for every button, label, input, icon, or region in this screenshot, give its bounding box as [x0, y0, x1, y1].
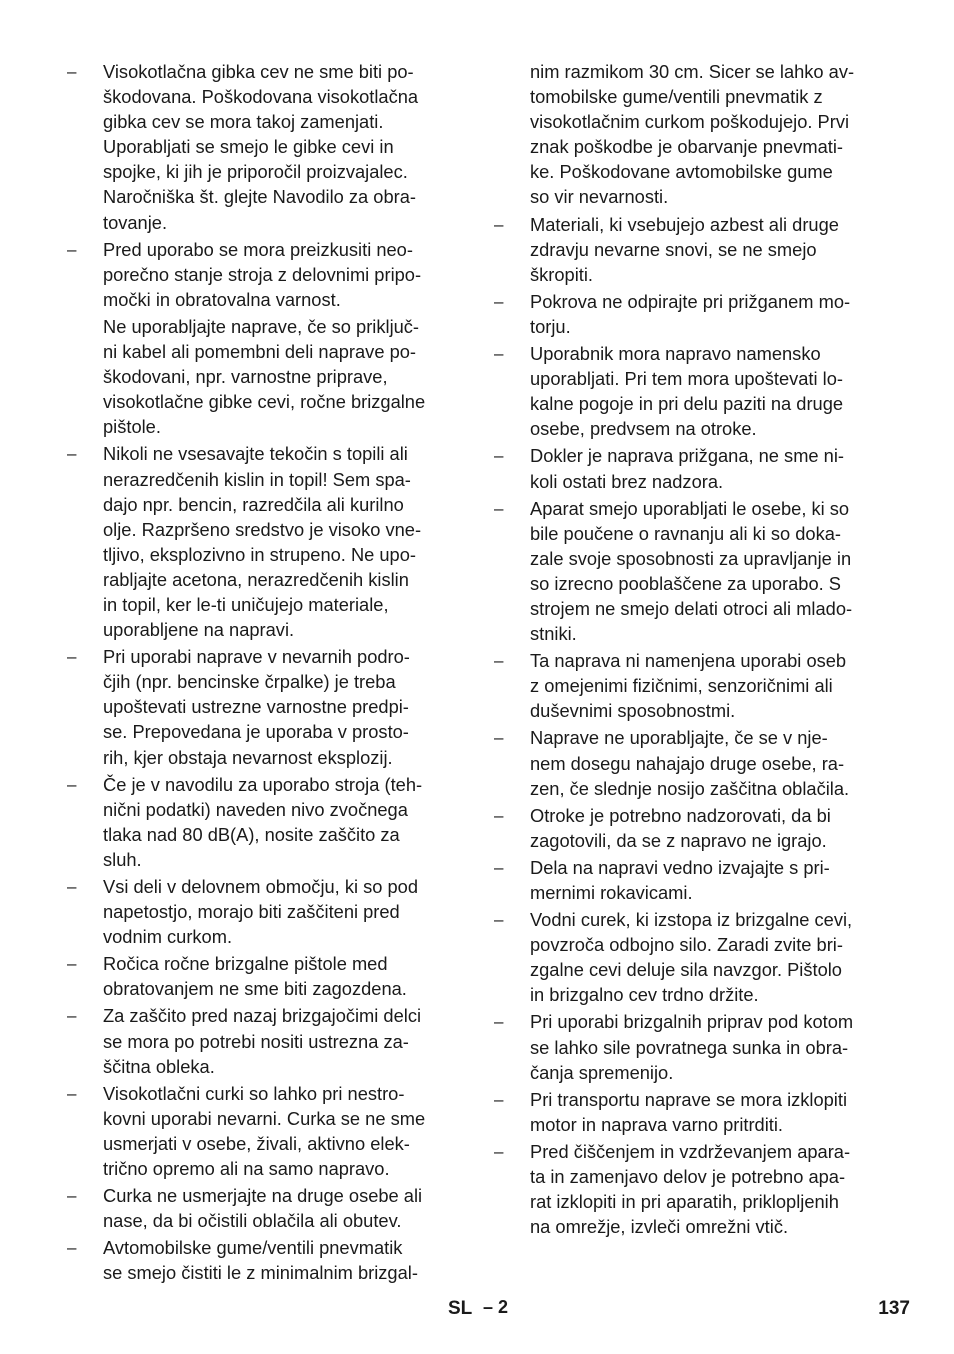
text-line: tomobilske gume/ventili pnevmatik z [530, 86, 823, 108]
paragraph [103, 951, 462, 1001]
list-item [67, 1081, 462, 1181]
dash-bullet: – [67, 1186, 77, 1206]
paragraph [530, 1087, 889, 1137]
paragraph [530, 341, 889, 441]
dash-bullet: – [67, 774, 77, 794]
text-line: zagotovili, da se z napravo ne igrajo. [530, 829, 827, 851]
text-line: čjih (npr. bencinske črpalke) je treba [103, 671, 396, 693]
text-line: se lahko sile povratnega sunka in obra- [530, 1036, 849, 1058]
text-line: Naročniška št. glejte Navodilo za obra- [103, 186, 416, 208]
text-line: dajo npr. bencin, razredčila ali kurilno [103, 493, 404, 515]
dash-bullet: – [494, 214, 504, 234]
text-line: Ta naprava ni namenjena uporabi oseb [530, 650, 847, 672]
text-line: Vodni curek, ki izstopa iz brizgalne cevi, [530, 909, 853, 931]
text-line: Naprave ne uporabljajte, če se v nje- [530, 727, 828, 749]
list-item [67, 644, 462, 769]
dash-bullet: – [67, 877, 77, 896]
list-item [494, 212, 889, 287]
paragraph [103, 237, 462, 312]
text-line: koli ostati brez nadzora. [530, 470, 724, 492]
list-item [494, 855, 889, 905]
text-line: Ročica ročne brizgalne pištole med [103, 953, 388, 975]
text-line: rih, kjer obstaja nevarnost eksplozij. [103, 746, 393, 768]
dash-bullet: – [494, 728, 504, 748]
dash-bullet: – [494, 910, 504, 930]
text-line: Avtomobilske gume/ventili pnevmatik [103, 1237, 403, 1259]
paragraph [103, 59, 462, 235]
text-line: nerazredčenih kislin in topil! Sem spa- [103, 468, 411, 490]
text-line: visokotlačne gibke cevi, ročne brizgalne [103, 391, 426, 413]
list-item [494, 907, 889, 1007]
list-item [67, 1003, 462, 1078]
text-line: rabljajte acetona, nerazredčenih kislin [103, 568, 409, 590]
list-item [494, 648, 889, 723]
text-line: Dela na napravi vedno izvajajte s pri- [530, 856, 830, 878]
text-line: rat izklopiti in pri aparatih, priklopljenih [530, 1191, 839, 1213]
text-line: Pred čiščenjem in vzdrževanjem apara- [530, 1140, 851, 1162]
paragraph [530, 59, 889, 210]
dash-bullet: – [494, 498, 504, 518]
text-line: ščitna obleka. [103, 1055, 215, 1077]
paragraph [530, 289, 889, 339]
text-line: čanja spremenijo. [530, 1061, 674, 1083]
paragraph [103, 772, 462, 872]
right-column [494, 59, 889, 1241]
paragraph [103, 441, 462, 642]
text-line: trično opremo ali na samo napravo. [103, 1158, 390, 1180]
paragraph [530, 212, 889, 287]
text-line: usmerjati v osebe, živali, aktivno elek- [103, 1132, 410, 1154]
list-item [67, 951, 462, 1001]
text-line: zen, če slednje nosijo zaščitna oblačila. [530, 777, 850, 799]
list-item [494, 803, 889, 853]
footer-section-page: – 2 [483, 1297, 509, 1317]
text-line: so vir nevarnosti. [530, 186, 669, 208]
text-line: na omrežje, izvleči omrežni vtič. [530, 1216, 789, 1238]
text-line: Materiali, ki vsebujejo azbest ali druge [530, 213, 839, 235]
list-item [494, 1009, 889, 1084]
text-line: Pri uporabi naprave v nevarnih podro- [103, 646, 410, 668]
list-item [67, 59, 462, 235]
dash-bullet: – [494, 1012, 504, 1032]
dash-bullet: – [67, 62, 77, 81]
text-line: ni kabel ali pomembni deli naprave po- [103, 341, 416, 363]
text-line: se. Prepovedana je uporaba v prosto- [103, 721, 409, 743]
paragraph [103, 644, 462, 769]
text-line: so izrecno pooblaščene za uporabo. S [530, 572, 841, 594]
text-line: strojem ne smejo delati otroci ali mlado- [530, 597, 853, 619]
text-line: Pred uporabo se mora preizkusiti neo- [103, 238, 413, 260]
text-line: Vsi deli v delovnem območju, ki so pod [103, 876, 419, 897]
text-line: sluh. [103, 848, 142, 870]
dash-bullet: – [67, 239, 77, 259]
text-line: in topil, ker le-ti uničujejo materiale, [103, 593, 389, 615]
list-item [67, 874, 462, 949]
list-item [494, 496, 889, 647]
dash-bullet: – [67, 1238, 77, 1258]
text-line: duševnimi sposobnostmi. [530, 700, 736, 722]
text-line: osebe, predvsem na otroke. [530, 418, 757, 440]
text-line: močki in obratovalna varnost. [103, 288, 341, 310]
paragraph [530, 1139, 889, 1239]
left-column [67, 59, 462, 1288]
text-line: upoštevati ustrezne varnostne predpi- [103, 696, 409, 718]
text-line: Otroke je potrebno nadzorovati, da bi [530, 804, 831, 826]
text-line: olje. Razpršeno sredstvo je visoko vne- [103, 518, 422, 540]
dash-bullet: – [67, 1083, 77, 1103]
text-line: zdravju nevarne snovi, se ne smejo [530, 238, 817, 260]
text-line: Visokotlačna gibka cev ne sme biti po- [103, 61, 414, 82]
text-line: povzroča odbojno silo. Zaradi zvite bri- [530, 934, 843, 956]
list-item [494, 1087, 889, 1137]
dash-bullet: – [67, 444, 77, 464]
text-line: ke. Poškodovane avtomobilske gume [530, 161, 833, 183]
text-line: Dokler je naprava prižgana, ne sme ni- [530, 445, 844, 467]
text-line: spojke, ki jih je priporočil proizvajalec. [103, 161, 408, 183]
text-line: porečno stanje stroja z delovnimi pripo- [103, 263, 422, 285]
text-line: obratovanjem ne sme biti zagozdena. [103, 978, 407, 1000]
list-item [67, 1235, 462, 1285]
dash-bullet: – [67, 1006, 77, 1026]
text-line: gibka cev se mora takoj zamenjati. [103, 111, 384, 133]
text-line: nem dosegu nahajajo druge osebe, ra- [530, 752, 845, 774]
dash-bullet: – [494, 805, 504, 825]
paragraph [103, 1235, 462, 1285]
paragraph [103, 1183, 462, 1233]
text-line: ta in zamenjavo delov je potrebno apa- [530, 1166, 846, 1188]
text-line: uporabljati. Pri tem mora upoštevati lo- [530, 368, 843, 390]
list-item [67, 237, 462, 440]
dash-bullet: – [494, 857, 504, 877]
text-line: Visokotlačni curki so lahko pri nestro- [103, 1082, 405, 1104]
list-item [494, 725, 889, 800]
paragraph [103, 1081, 462, 1181]
paragraph [530, 803, 889, 853]
paragraph [530, 443, 889, 493]
text-line: znak poškodbe je obarvanje pnevmati- [530, 136, 844, 158]
paragraph [530, 648, 889, 723]
paragraph [530, 725, 889, 800]
text-line: zgalne cevi deluje sila navzgor. Pištolo [530, 959, 842, 981]
text-line: visokotlačnim curkom poškodujejo. Prvi [530, 111, 850, 133]
paragraph [103, 314, 462, 439]
text-line: mernimi rokavicami. [530, 882, 693, 903]
list-item [494, 289, 889, 339]
dash-bullet: – [67, 954, 77, 974]
text-line: Aparat smejo uporabljati le osebe, ki so [530, 497, 850, 519]
text-line: Nikoli ne vsesavajte tekočin s topili ali [103, 443, 408, 465]
footer-page-number: 137 [878, 1298, 910, 1319]
text-line: nase, da bi očistili oblačila ali obutev. [103, 1210, 402, 1232]
text-line: motor in naprava varno pritrditi. [530, 1113, 784, 1135]
text-line: se smejo čistiti le z minimalnim brizgal- [103, 1262, 418, 1284]
text-line: uporabljene na napravi. [103, 619, 295, 641]
text-line: Pri uporabi brizgalnih priprav pod kotom [530, 1011, 854, 1033]
paragraph [103, 1003, 462, 1078]
text-line: kalne pogoje in pri delu paziti na druge [530, 393, 844, 415]
text-line: in brizgalno cev trdno držite. [530, 984, 759, 1006]
list-item [67, 1183, 462, 1233]
text-line: bile poučene o ravnanju ali ki so doka- [530, 522, 841, 544]
list-item [494, 443, 889, 493]
text-line: kovni uporabi nevarni. Curka se ne sme [103, 1107, 426, 1129]
text-line: napetostjo, morajo biti zaščiteni pred [103, 901, 400, 923]
text-line: se mora po potrebi nositi ustrezna za- [103, 1030, 409, 1052]
dash-bullet: – [494, 1141, 504, 1161]
dash-bullet: – [494, 446, 504, 466]
text-line: z omejenimi fizičnimi, senzoričnimi ali [530, 675, 833, 697]
text-line: nim razmikom 30 cm. Sicer se lahko av- [530, 61, 855, 82]
list-item [494, 341, 889, 441]
text-line: Če je v navodilu za uporabo stroja (teh- [103, 773, 423, 795]
text-line: tljivo, eksplozivno in strupeno. Ne upo- [103, 543, 416, 565]
text-line: tlaka nad 80 dB(A), nosite zaščito za [103, 823, 400, 845]
text-line: nični podatki) naveden nivo zvočnega [103, 798, 408, 820]
text-line: škodovana. Poškodovana visokotlačna [103, 86, 419, 108]
text-line: Pokrova ne odpirajte pri prižganem mo- [530, 290, 851, 312]
text-line: tovanje. [103, 211, 168, 233]
paragraph [530, 496, 889, 647]
paragraph [530, 855, 889, 905]
paragraph [530, 1009, 889, 1084]
dash-bullet: – [494, 344, 504, 364]
text-line: Ne uporabljajte naprave, če so priključ- [103, 315, 420, 337]
text-line: škropiti. [530, 263, 593, 285]
text-line: pištole. [103, 416, 161, 438]
text-line: Uporabnik mora napravo namensko [530, 343, 821, 365]
text-line: Curka ne usmerjajte na druge osebe ali [103, 1185, 423, 1207]
list-item [67, 772, 462, 872]
list-item [67, 441, 462, 642]
dash-bullet: – [494, 291, 504, 311]
continued-paragraph [494, 59, 889, 210]
text-line: zale svoje sposobnosti za upravljanje in [530, 547, 852, 569]
text-line: škodovani, npr. varnostne priprave, [103, 366, 388, 388]
text-line: vodnim curkom. [103, 926, 233, 948]
dash-bullet: – [494, 651, 504, 671]
paragraph [103, 874, 462, 949]
text-line: torju. [530, 315, 571, 337]
footer-language: SL [448, 1298, 473, 1319]
dash-bullet: – [494, 1089, 504, 1109]
text-line: stniki. [530, 623, 577, 645]
text-line: Uporabljati se smejo le gibke cevi in [103, 136, 394, 158]
dash-bullet: – [67, 647, 77, 667]
text-line: Pri transportu naprave se mora izklopiti [530, 1088, 848, 1110]
list-item [494, 1139, 889, 1239]
paragraph [530, 907, 889, 1007]
text-line: Za zaščito pred nazaj brizgajočimi delci [103, 1005, 422, 1027]
